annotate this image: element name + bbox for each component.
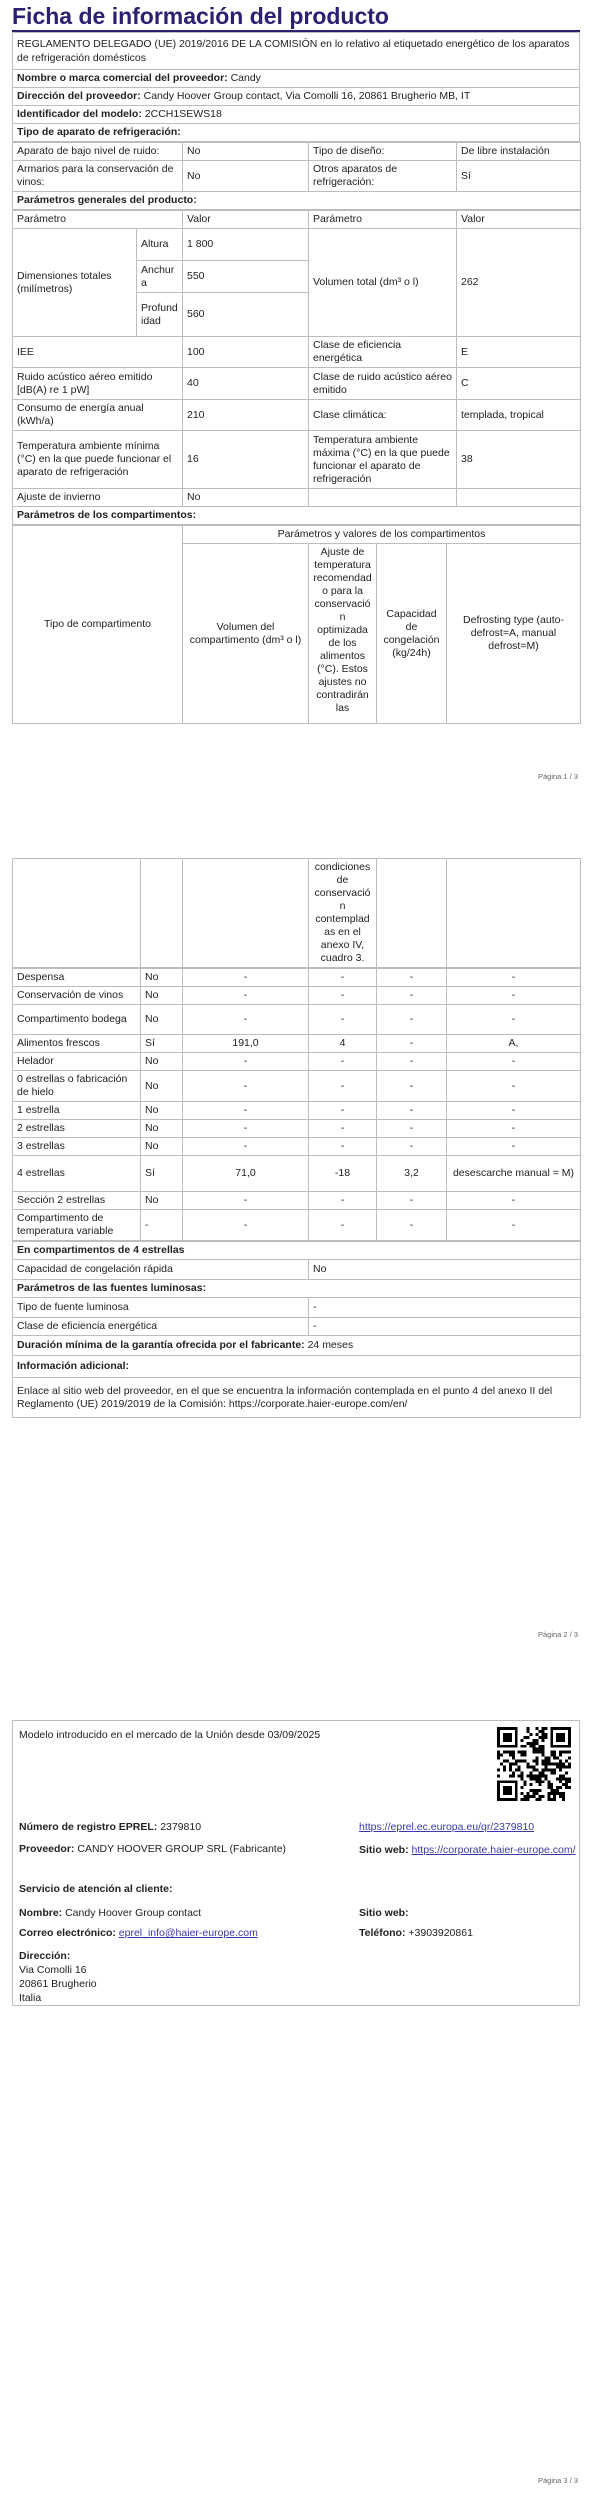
address-line-2: 20861 Brugherio	[19, 1978, 97, 1990]
compartment-freeze-cell: -	[377, 1120, 447, 1138]
dims-label: Dimensiones totales (milímetros)	[13, 229, 137, 337]
model-value: 2CCH1SEWS18	[144, 108, 222, 120]
col-param-2: Parámetro	[309, 211, 457, 229]
compartment-defrost-cell: -	[447, 1210, 581, 1241]
energy-value: 210	[183, 400, 309, 431]
table-row	[13, 1102, 581, 1120]
compartment-name-cell: Compartimento de temperatura variable	[13, 1210, 141, 1241]
compartment-freeze-cell: -	[377, 1138, 447, 1156]
compartment-present-cell: Sí	[141, 1035, 183, 1053]
table-row	[13, 969, 581, 987]
header-table	[12, 32, 580, 142]
depth-label: Profundidad	[137, 293, 183, 337]
warranty-label: Duración mínima de la garantía ofrecida por el fabricante:	[17, 1339, 305, 1351]
supplier-name-label: Nombre o marca comercial del proveedor:	[17, 72, 228, 84]
additional-text: Enlace al sitio web del proveedor, en el que se encuentra la información contemplada en el punto 4 del anexo II del Reglamento (UE) 2019/2019 de la Comisión:	[17, 1384, 553, 1410]
compartment-name-cell: 1 estrella	[13, 1102, 141, 1120]
compartment-temp-cell: -	[309, 1120, 377, 1138]
appliance-type-table	[12, 142, 581, 210]
compartment-group-header: Parámetros y valores de los compartimentos	[183, 526, 581, 544]
compartment-freeze-cell: -	[377, 1035, 447, 1053]
temp-header: Ajuste de temperatura recomendado para la conservación optimizada de los alimentos (°C). Estos ajustes no contradirán las	[309, 544, 377, 724]
col-value-2: Valor	[457, 211, 581, 229]
climate-value: templada, tropical	[457, 400, 581, 431]
width-value: 550	[183, 261, 309, 293]
compartment-defrost-cell: -	[447, 1005, 581, 1035]
compartment-vol-cell: -	[183, 987, 309, 1005]
compartment-name-cell: Sección 2 estrellas	[13, 1192, 141, 1210]
compartment-temp-cell: -18	[309, 1156, 377, 1192]
supplier-name-row	[13, 70, 580, 88]
low-noise-label: Aparato de bajo nivel de ruido:	[13, 143, 183, 161]
compartments-rows-table	[12, 968, 581, 1241]
compartment-name-cell: 2 estrellas	[13, 1120, 141, 1138]
height-label: Altura	[137, 229, 183, 261]
light-class-value: -	[309, 1318, 581, 1336]
additional-label: Información adicional:	[13, 1356, 581, 1378]
compartment-present-cell: No	[141, 1138, 183, 1156]
empty-cell	[457, 489, 581, 507]
empty-cell	[309, 489, 457, 507]
reg-label: Número de registro EPREL:	[19, 1821, 158, 1833]
compartment-present-cell: Sí	[141, 1156, 183, 1192]
compartment-defrost-cell: -	[447, 1102, 581, 1120]
light-type-value: -	[309, 1298, 581, 1318]
col-value-1: Valor	[183, 211, 309, 229]
compartment-defrost-cell: -	[447, 969, 581, 987]
web-label: Sitio web:	[359, 1844, 409, 1856]
supplier-label: Proveedor:	[19, 1843, 75, 1855]
volume-header: Volumen del compartimento (dm³ o l)	[183, 544, 309, 724]
compartment-temp-cell: -	[309, 1071, 377, 1102]
volume-label: Volumen total (dm³ o l)	[309, 229, 457, 337]
volume-value: 262	[457, 229, 581, 337]
compartment-freeze-cell: -	[377, 969, 447, 987]
additional-row	[13, 1378, 581, 1418]
warranty-value: 24 meses	[307, 1339, 354, 1351]
eprel-link[interactable]: https://eprel.ec.europa.eu/qr/2379810	[359, 1821, 535, 1833]
supplier-value: CANDY HOOVER GROUP SRL (Fabricante)	[77, 1843, 287, 1855]
depth-value: 560	[183, 293, 309, 337]
web-link[interactable]: https://corporate.haier-europe.com/	[411, 1844, 576, 1856]
compartment-vol-cell: 191,0	[183, 1035, 309, 1053]
compartment-vol-cell: 71,0	[183, 1156, 309, 1192]
contact-name-row	[19, 1907, 201, 1919]
table-row	[13, 1005, 581, 1035]
model-row	[13, 106, 580, 124]
compartment-type-header: Tipo de compartimento	[13, 526, 183, 724]
empty-cell	[141, 859, 183, 968]
compartment-name-cell: 3 estrellas	[13, 1138, 141, 1156]
supplier-name-value: Candy	[230, 72, 261, 84]
compartment-present-cell: No	[141, 1005, 183, 1035]
compartment-vol-cell: -	[183, 1053, 309, 1071]
low-noise-value: No	[183, 143, 309, 161]
wine-label: Armarios para la conservación de vinos:	[13, 161, 183, 192]
energy-label: Consumo de energía anual (kWh/a)	[13, 400, 183, 431]
phone-label: Teléfono:	[359, 1927, 406, 1939]
compartment-temp-cell: -	[309, 987, 377, 1005]
compartment-vol-cell: -	[183, 1102, 309, 1120]
address-line-1: Via Comolli 16	[19, 1964, 87, 1976]
page-1	[0, 0, 590, 800]
compartment-present-cell: No	[141, 987, 183, 1005]
table-row	[13, 987, 581, 1005]
compartment-present-cell: No	[141, 1102, 183, 1120]
email-label: Correo electrónico:	[19, 1927, 116, 1939]
noise-class-value: C	[457, 368, 581, 400]
compartment-temp-cell: -	[309, 1005, 377, 1035]
table-row	[13, 1138, 581, 1156]
supplier-address-row	[13, 88, 580, 106]
regulation-text: REGLAMENTO DELEGADO (UE) 2019/2016 DE LA COMISIÓN en lo relativo al etiquetado energético de los aparatos de refrigeración domésticos	[13, 33, 580, 70]
supplier-row	[19, 1843, 286, 1855]
page-3	[0, 1716, 590, 2496]
compartment-temp-cell: -	[309, 1210, 377, 1241]
compartment-defrost-cell: desescarche manual = M)	[447, 1156, 581, 1192]
fast-freeze-label: Capacidad de congelación rápida	[13, 1260, 309, 1280]
design-label: Tipo de diseño:	[309, 143, 457, 161]
compartments-header-table	[12, 525, 581, 724]
page-2	[0, 858, 590, 1658]
compartment-vol-cell: -	[183, 1192, 309, 1210]
compartment-vol-cell: -	[183, 1210, 309, 1241]
page-title: Ficha de información del producto	[12, 3, 389, 29]
page-number-1: Página 1 / 3	[537, 772, 578, 781]
eff-class-value: E	[457, 337, 581, 368]
web-row	[359, 1843, 577, 1857]
freeze-header: Capacidad de congelación (kg/24h)	[377, 544, 447, 724]
fast-freeze-value: No	[309, 1260, 581, 1280]
compartment-temp-cell: -	[309, 1138, 377, 1156]
light-class-label: Clase de eficiencia energética	[13, 1318, 309, 1336]
table-row	[13, 1071, 581, 1102]
page-number-2: Página 2 / 3	[537, 1630, 578, 1639]
compartment-defrost-cell: -	[447, 1120, 581, 1138]
compartment-freeze-cell: -	[377, 1071, 447, 1102]
web2-label: Sitio web:	[359, 1907, 409, 1919]
compartment-vol-cell: -	[183, 969, 309, 987]
compartment-present-cell: No	[141, 1120, 183, 1138]
compartment-temp-cell: -	[309, 1192, 377, 1210]
compartment-freeze-cell: -	[377, 1192, 447, 1210]
general-params-table	[12, 210, 581, 525]
compartment-defrost-cell: -	[447, 1053, 581, 1071]
table-row	[13, 1120, 581, 1138]
compartment-vol-cell: -	[183, 1071, 309, 1102]
compartment-name-cell: Conservación de vinos	[13, 987, 141, 1005]
compartment-defrost-cell: -	[447, 1071, 581, 1102]
compartment-freeze-cell: -	[377, 1005, 447, 1035]
contact-name-label: Nombre:	[19, 1907, 63, 1919]
eei-label: IEE	[13, 337, 183, 368]
service-heading: Servicio de atención al cliente:	[19, 1883, 173, 1895]
compartment-name-cell: 0 estrellas o fabricación de hielo	[13, 1071, 141, 1102]
compartment-defrost-cell: -	[447, 987, 581, 1005]
email-link[interactable]: eprel_info@haier-europe.com	[118, 1927, 258, 1939]
compartment-freeze-cell: -	[377, 1210, 447, 1241]
supplier-address-label: Dirección del proveedor:	[17, 90, 141, 102]
compartment-vol-cell: -	[183, 1138, 309, 1156]
compartment-present-cell: -	[141, 1210, 183, 1241]
compartment-temp-cell: 4	[309, 1035, 377, 1053]
four-star-table	[12, 1241, 581, 1418]
light-type-label: Tipo de fuente luminosa	[13, 1298, 309, 1318]
compartment-temp-cell: -	[309, 969, 377, 987]
height-value: 1 800	[183, 229, 309, 261]
compartment-present-cell: No	[141, 1192, 183, 1210]
table-row	[13, 1156, 581, 1192]
title-bar	[12, 2, 580, 32]
empty-cell	[447, 859, 581, 968]
defrost-header: Defrosting type (auto-defrost=A, manual defrost=M)	[447, 544, 581, 724]
email-row	[19, 1927, 258, 1939]
noise-class-label: Clase de ruido acústico aéreo emitido	[309, 368, 457, 400]
appliance-type-heading: Tipo de aparato de refrigeración:	[13, 124, 580, 142]
other-label: Otros aparatos de refrigeración:	[309, 161, 457, 192]
compartment-name-cell: Despensa	[13, 969, 141, 987]
compartment-temp-cell: -	[309, 1102, 377, 1120]
empty-cell	[377, 859, 447, 968]
compartment-present-cell: No	[141, 969, 183, 987]
model-label: Identificador del modelo:	[17, 108, 142, 120]
warranty-row	[13, 1336, 581, 1356]
table-row	[13, 1192, 581, 1210]
other-value: Sí	[457, 161, 581, 192]
compartment-name-cell: Helador	[13, 1053, 141, 1071]
compartment-vol-cell: -	[183, 1120, 309, 1138]
phone-row	[359, 1927, 473, 1939]
eprel-frame	[12, 1720, 580, 2006]
table-row	[13, 1035, 581, 1053]
contact-name-value: Candy Hoover Group contact	[65, 1907, 202, 1919]
design-value: De libre instalación	[457, 143, 581, 161]
compartment-name-cell: Alimentos frescos	[13, 1035, 141, 1053]
noise-value: 40	[183, 368, 309, 400]
compartment-freeze-cell: -	[377, 1102, 447, 1120]
empty-cell	[183, 859, 309, 968]
address-label: Dirección:	[19, 1950, 71, 1962]
table-row	[13, 1210, 581, 1241]
eff-class-label: Clase de eficiencia energética	[309, 337, 457, 368]
compartment-vol-cell: -	[183, 1005, 309, 1035]
compartment-name-cell: 4 estrellas	[13, 1156, 141, 1192]
page-number-3: Página 3 / 3	[537, 2476, 578, 2485]
market-text: Modelo introducido en el mercado de la Unión desde 03/09/2025	[19, 1729, 321, 1741]
temp-header-continued: condiciones de conservación contempladas en el anexo IV, cuadro 3.	[309, 859, 377, 968]
compartment-temp-cell: -	[309, 1053, 377, 1071]
compartment-present-cell: No	[141, 1053, 183, 1071]
compartment-freeze-cell: 3,2	[377, 1156, 447, 1192]
reg-row	[19, 1821, 201, 1833]
winter-label: Ajuste de invierno	[13, 489, 183, 507]
compartment-defrost-cell: -	[447, 1138, 581, 1156]
tmin-value: 16	[183, 431, 309, 489]
col-param-1: Parámetro	[13, 211, 183, 229]
tmin-label: Temperatura ambiente mínima (°C) en la que puede funcionar el aparato de refrigeración	[13, 431, 183, 489]
supplier-address-value: Candy Hoover Group contact, Via Comolli 16, 20861 Brugherio MB, IT	[143, 90, 471, 102]
winter-value: No	[183, 489, 309, 507]
compartment-freeze-cell: -	[377, 1053, 447, 1071]
qr-code-icon[interactable]	[497, 1727, 571, 1801]
address-block	[19, 1949, 97, 2005]
additional-url[interactable]: https://corporate.haier-europe.com/en/	[228, 1397, 408, 1410]
width-label: Anchura	[137, 261, 183, 293]
climate-label: Clase climática:	[309, 400, 457, 431]
compartments-continued-table	[12, 858, 581, 968]
reg-value: 2379810	[160, 1821, 202, 1833]
wine-value: No	[183, 161, 309, 192]
empty-cell	[13, 859, 141, 968]
tmax-label: Temperatura ambiente máxima (°C) en la que puede funcionar el aparato de refrigeración	[309, 431, 457, 489]
compartments-heading: Parámetros de los compartimentos:	[13, 507, 581, 525]
compartment-defrost-cell: A,	[447, 1035, 581, 1053]
tmax-value: 38	[457, 431, 581, 489]
light-heading: Parámetros de las fuentes luminosas:	[13, 1280, 581, 1298]
compartment-present-cell: No	[141, 1071, 183, 1102]
compartment-freeze-cell: -	[377, 987, 447, 1005]
address-line-3: Italia	[19, 1992, 42, 2004]
noise-label: Ruido acústico aéreo emitido [dB(A) re 1 pW]	[13, 368, 183, 400]
eei-value: 100	[183, 337, 309, 368]
compartment-name-cell: Compartimento bodega	[13, 1005, 141, 1035]
phone-value: +3903920861	[408, 1927, 473, 1939]
compartment-defrost-cell: -	[447, 1192, 581, 1210]
general-heading: Parámetros generales del producto:	[13, 192, 581, 210]
table-row	[13, 1053, 581, 1071]
four-star-heading: En compartimentos de 4 estrellas	[13, 1242, 581, 1260]
